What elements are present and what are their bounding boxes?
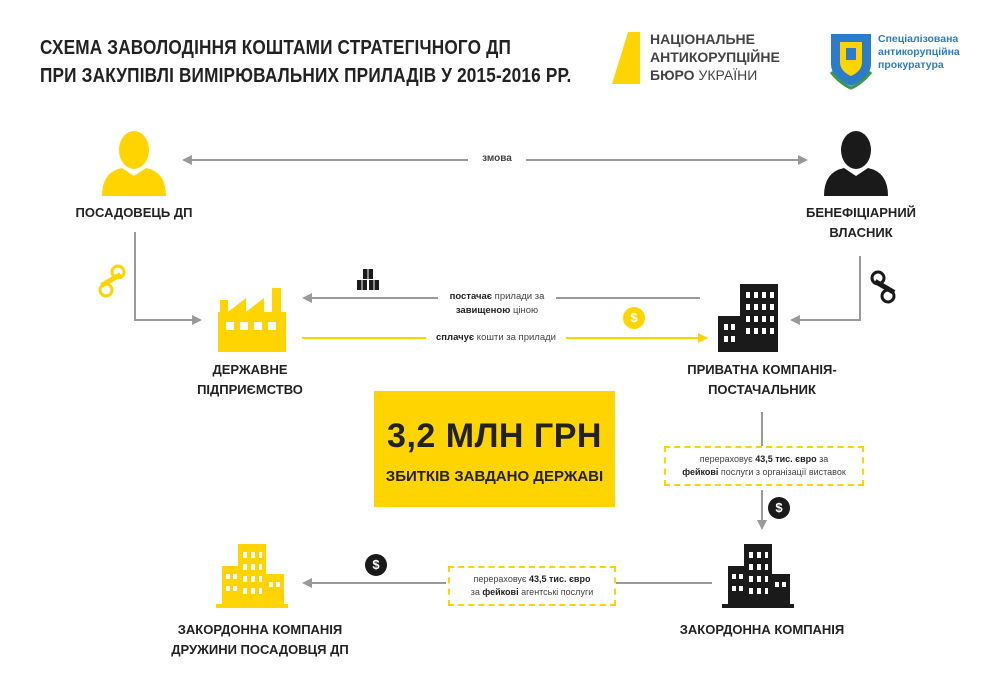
state-label-line-2: ПІДПРИЄМСТВО bbox=[197, 382, 303, 397]
state-enterprise-label bbox=[170, 360, 330, 400]
supplier-building-icon bbox=[718, 284, 778, 352]
supplies-label-line-1 bbox=[438, 290, 556, 304]
supplies-regular: прилади за bbox=[492, 291, 545, 302]
official-person-icon bbox=[102, 131, 166, 196]
beneficiary-label bbox=[776, 203, 946, 243]
wife-label-line-2: ДРУЖИНИ ПОСАДОВЦЯ ДП bbox=[171, 642, 349, 657]
wife-company-building-icon bbox=[216, 544, 288, 608]
transfer1-line-2 bbox=[674, 466, 854, 479]
foreign-company-label: ЗАКОРДОННА КОМПАНІЯ bbox=[679, 622, 845, 637]
supplier-label-line-2: ПОСТАЧАЛЬНИК bbox=[708, 382, 816, 397]
transfer2-line-2 bbox=[458, 586, 606, 599]
transfer2-c: за bbox=[470, 587, 483, 597]
wife-company-label bbox=[150, 620, 370, 660]
inflated-regular: ціною bbox=[510, 305, 539, 316]
inflated-bold: завищеною bbox=[455, 305, 511, 316]
sap-line-1: Спеціалізована bbox=[878, 33, 959, 45]
transfer2-fake: фейкові bbox=[482, 587, 519, 597]
supplier-label bbox=[662, 360, 862, 400]
title-line-1: СХЕМА ЗАВОЛОДІННЯ КОШТАМИ СТРАТЕГІЧНОГО ДП bbox=[40, 37, 512, 59]
state-label-line-1: ДЕРЖАВНЕ bbox=[212, 362, 288, 377]
nabu-logo-icon bbox=[612, 32, 640, 84]
transfer2-amount: 43,5 тис. євро bbox=[529, 574, 591, 584]
transfer1-a: перераховує bbox=[699, 454, 756, 464]
sap-emblem-icon bbox=[831, 34, 871, 88]
nabu-line-3b: УКРАЇНИ bbox=[698, 67, 758, 83]
beneficiary-person-icon bbox=[824, 131, 888, 196]
beneficiary-to-supplier-line bbox=[796, 256, 860, 320]
collusion-label: змова bbox=[482, 153, 512, 164]
nabu-logo-text bbox=[650, 30, 780, 84]
dollar-symbol-black-1: $ bbox=[775, 500, 783, 515]
official-to-state-line bbox=[135, 232, 196, 320]
beneficiary-label-line-2: ВЛАСНИК bbox=[829, 225, 893, 240]
sap-line-3: прокуратура bbox=[878, 59, 944, 71]
title-line-2: ПРИ ЗАКУПІВЛІ ВИМІРЮВАЛЬНИХ ПРИЛАДІВ У 2015-2016 РР. bbox=[40, 65, 572, 87]
beneficiary-label-line-1: БЕНЕФІЦІАРНИЙ bbox=[805, 205, 917, 220]
official-label: ПОСАДОВЕЦЬ ДП bbox=[75, 205, 193, 220]
transfer2-a: перераховує bbox=[473, 574, 529, 584]
foreign-building-icon bbox=[722, 544, 794, 608]
damage-caption: ЗБИТКІВ ЗАВДАНО ДЕРЖАВІ bbox=[385, 468, 604, 485]
nabu-line-3a: БЮРО bbox=[650, 67, 695, 83]
dollar-symbol-black-2: $ bbox=[372, 557, 380, 572]
supplies-label bbox=[438, 290, 556, 318]
dollar-symbol-yellow: $ bbox=[630, 310, 638, 325]
transfer-box-exhibitions bbox=[664, 446, 864, 486]
transfer1-amount: 43,5 тис. євро bbox=[755, 454, 817, 464]
pays-regular: кошти за прилади bbox=[474, 332, 556, 343]
damage-amount: 3,2 МЛН ГРН bbox=[387, 417, 602, 455]
sap-line-2: антикорупційна bbox=[878, 46, 960, 58]
factory-icon bbox=[218, 288, 286, 352]
pays-label bbox=[426, 331, 566, 345]
handcuffs-icon-left bbox=[100, 266, 124, 296]
wife-label-line-1: ЗАКОРДОННА КОМПАНІЯ bbox=[177, 622, 343, 637]
damage-box bbox=[374, 391, 615, 507]
nabu-line-3 bbox=[650, 66, 780, 84]
transfer1-fake: фейкові bbox=[682, 467, 719, 477]
supplier-label-line-1: ПРИВАТНА КОМПАНІЯ- bbox=[687, 362, 837, 377]
supplies-bold: постачає bbox=[449, 291, 493, 302]
supplies-label-line-2 bbox=[438, 304, 556, 318]
transfer1-c: за bbox=[816, 454, 829, 464]
sap-logo-text bbox=[878, 33, 960, 72]
transfer1-line-1 bbox=[674, 453, 854, 466]
nabu-line-1: НАЦІОНАЛЬНЕ bbox=[650, 31, 755, 47]
handcuffs-icon-right bbox=[872, 272, 895, 302]
transfer1-e: послуги з організації виставок bbox=[718, 467, 846, 477]
nabu-line-2: АНТИКОРУПЦІЙНЕ bbox=[650, 49, 780, 65]
transfer2-line-1 bbox=[458, 573, 606, 586]
boxes-icon bbox=[357, 269, 379, 290]
pays-bold: сплачує bbox=[436, 332, 475, 343]
transfer-box-agency bbox=[448, 566, 616, 606]
transfer2-e: агентські послуги bbox=[518, 587, 594, 597]
